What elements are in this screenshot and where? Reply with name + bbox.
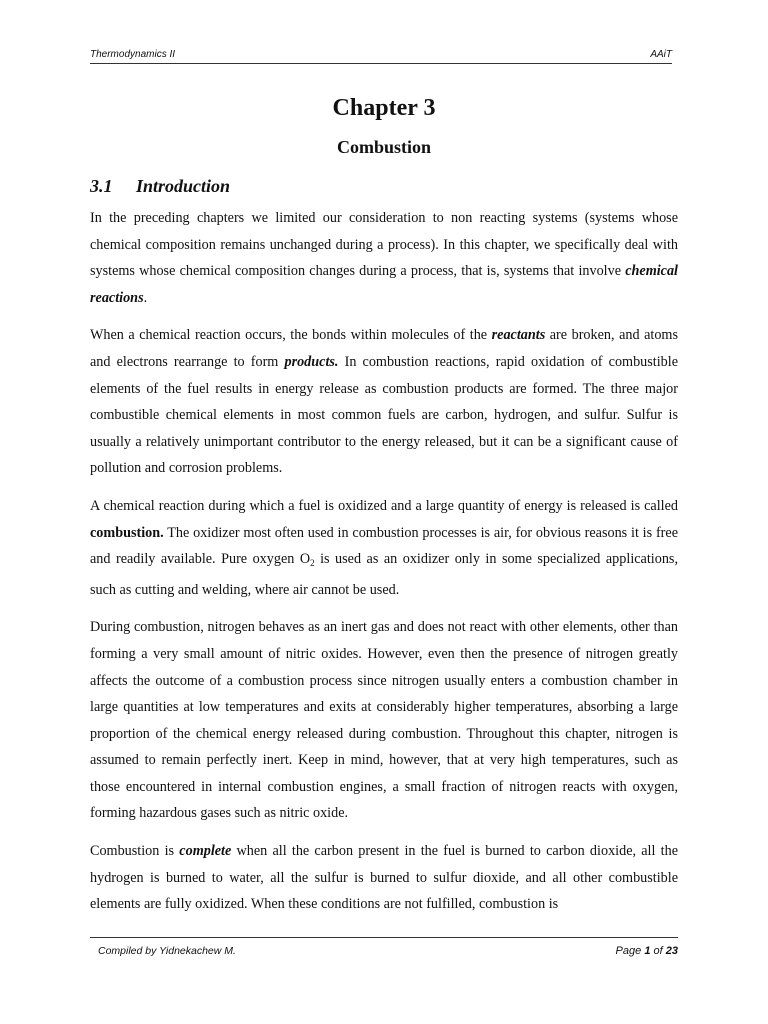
header-course-title: Thermodynamics II [90, 49, 176, 60]
paragraph-text: In the preceding chapters we limited our consideration to non reacting systems (systems whose chemical composition remains unchanged during a process). In this chapter, we specifically deal with systems whose chemical composition changes during a process, that is, systems that involve [90, 210, 678, 280]
paragraph-text: The oxidizer most often used in combustion processes is air, for obvious reasons it is free and readily available. Pure oxygen O [90, 524, 678, 568]
term-reactants: reactants [491, 327, 546, 344]
subscript-2: 2 [310, 558, 315, 569]
paragraph-text: When a chemical reaction occurs, the bonds within molecules of the [90, 327, 492, 344]
paragraph-text: . [143, 289, 148, 306]
paragraph-text: when all the carbon present in the fuel is burned to carbon dioxide, all the hydrogen is burned to water, all the sulfur is burned to sulfur dioxide, and all other combustible elements are fully oxidized. When these conditions are not fulfilled, combustion is [90, 843, 678, 913]
term-products: products. [284, 353, 339, 370]
paragraph-2 [90, 322, 678, 482]
paragraph-text: In combustion reactions, rapid oxidation of combustible elements of the fuel results in energy release as combustion products are formed. The three major combustible chemical elements in most common fuels are carbon, hydrogen, and sulfur. Sulfur is usually a relatively unimportant contributor to the energy released, but it can be a significant cause of pollution and corrosion problems. [90, 353, 678, 477]
section-heading [90, 175, 230, 197]
paragraph-text: A chemical reaction during which a fuel is oxidized and a large quantity of energy is released is called [90, 497, 678, 514]
paragraph-text: is used as an oxidizer only in some specialized applications, such as cutting and welding, where air cannot be used. [90, 551, 678, 598]
term-complete: complete [179, 843, 232, 860]
page-footer [90, 937, 678, 957]
paragraph-1 [90, 205, 678, 311]
chapter-title: Chapter 3 [332, 95, 436, 121]
body-text [90, 205, 678, 929]
footer-author: Compiled by Yidnekachew M. [98, 945, 236, 957]
footer-page-number [616, 945, 678, 957]
term-combustion: combustion. [90, 524, 164, 541]
paragraph-5 [90, 838, 678, 918]
paragraph-text: are broken, and atoms and electrons rearrange to form [90, 327, 678, 370]
chapter-subtitle: Combustion [336, 137, 432, 157]
section-number: 3.1 [90, 176, 113, 196]
page-header [90, 47, 672, 64]
paragraph-text: Combustion is [90, 843, 180, 860]
paragraph-3 [90, 493, 678, 603]
of-label: of [653, 945, 663, 957]
term-chemical-reactions: chemical reactions [90, 263, 678, 306]
header-institution: AAiT [650, 49, 672, 60]
current-page: 1 [644, 945, 651, 957]
section-title: Introduction [136, 176, 231, 196]
page-label: Page [615, 945, 642, 957]
paragraph-4: During combustion, nitrogen behaves as an inert gas and does not react with other elements, other than forming a very small amount of nitric oxides. However, even then the presence of nitrogen greatly affects the outcome of a combustion process since nitrogen usually enters a combustion chamber in large quantities at low temperatures and exits at considerably higher temperatures, absorbing a large proportion of the chemical energy released during combustion. Throughout this chapter, nitrogen is assumed to remain perfectly inert. Keep in mind, however, that at very high temperatures, such as those encountered in internal combustion engines, a small fraction of nitrogen reacts with oxygen, forming hazardous gases such as nitric oxide. [90, 619, 678, 822]
total-pages: 23 [665, 945, 678, 957]
